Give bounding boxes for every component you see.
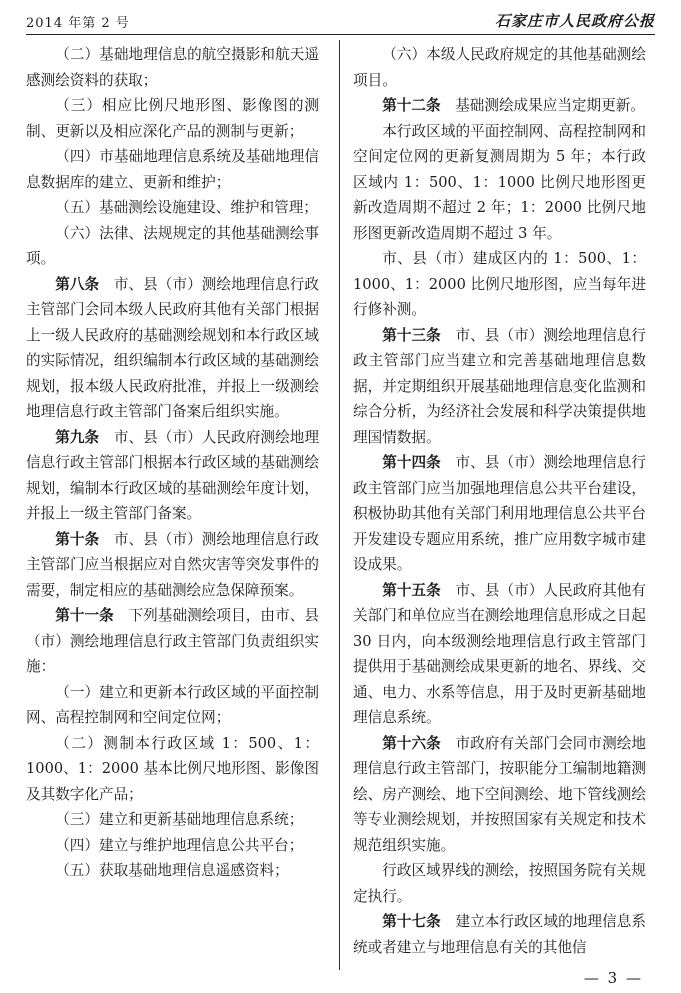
page-header	[26, 8, 655, 35]
paragraph	[26, 603, 319, 680]
paragraph	[353, 450, 646, 578]
paragraph-text: 市、县（市）建成区内的 1：500、1：1000、1：2000 比例尺地形图，应当每年进行修补测。	[353, 250, 646, 318]
paragraph	[353, 578, 646, 731]
paragraph-text: （二）基础地理信息的航空摄影和航天遥感测绘资料的获取；	[26, 46, 319, 89]
paragraph-text: 市、县（市）人民政府测绘地理信息行政主管部门根据本行政区域的基础测绘规划，编制本行政区域的基础测绘年度计划，并报上一级主管部门备案。	[26, 428, 319, 522]
right-column	[353, 42, 646, 960]
paragraph-text: 基础测绘成果应当定期更新。	[440, 97, 645, 114]
paragraph	[353, 119, 646, 247]
paragraph	[353, 246, 646, 323]
paragraph-text: 行政区域界线的测绘，按照国务院有关规定执行。	[353, 862, 646, 905]
paragraph-text: （五）基础测绘设施建设、维护和管理；	[55, 199, 318, 216]
paragraph-text: （五）获取基础地理信息遥感资料；	[55, 862, 289, 879]
paragraph	[26, 42, 319, 93]
paragraph-text: 市、县（市）测绘地理信息行政主管部门应当加强地理信息公共平台建设，积极协助其他有关部门利用地理信息公共平台开发建设专题应用系统，推广应用数字城市建设成果。	[353, 454, 646, 573]
article-heading: 第十六条	[382, 734, 441, 752]
article-heading: 第十四条	[382, 454, 441, 471]
paragraph	[26, 425, 319, 527]
paragraph	[353, 858, 646, 909]
article-heading: 第十条	[55, 530, 100, 548]
paragraph	[26, 807, 319, 833]
article-heading: 第十五条	[382, 581, 441, 599]
paragraph-text: （三）建立和更新基础地理信息系统；	[55, 811, 304, 828]
left-column	[26, 42, 319, 884]
paragraph	[26, 272, 319, 425]
paragraph	[26, 833, 319, 859]
column-divider	[339, 40, 340, 970]
paragraph-text: 市、县（市）测绘地理信息行政主管部门应当根据应对自然灾害等突发事件的需要，制定相应的基础测绘应急保障预案。	[26, 530, 319, 599]
paragraph	[353, 93, 646, 119]
paragraph-text: 市、县（市）测绘地理信息行政主管部门会同本级人民政府其他有关部门根据上一级人民政府的基础测绘规划和本行政区域的实际情况，组织编制本行政区域的基础测绘规划，报本级人民政府批准，并报上一级测绘地理信息行政主管部门备案后组织实施。	[26, 275, 319, 420]
paragraph	[26, 731, 319, 808]
paragraph-text: （三）相应比例尺地形图、影像图的测制、更新以及相应深化产品的测制与更新；	[26, 97, 319, 140]
paragraph-text: （四）市基础地理信息系统及基础地理信息数据库的建立、更新和维护；	[26, 148, 319, 191]
article-heading: 第十二条	[382, 97, 441, 114]
page-number: — 3 —	[583, 969, 643, 987]
paragraph	[26, 527, 319, 604]
paragraph	[26, 680, 319, 731]
paragraph	[26, 144, 319, 195]
paragraph-text: 市政府有关部门会同市测绘地理信息行政主管部门，按职能分工编制地籍测绘、房产测绘、地下空间测绘、地下管线测绘等专业测绘规划，并按照国家有关规定和技术规范组织实施。	[353, 734, 646, 854]
paragraph-text: 下列基础测绘项目，由市、县（市）测绘地理信息行政主管部门负责组织实施：	[26, 607, 319, 675]
paragraph	[26, 195, 319, 221]
paragraph-text: 本行政区域的平面控制网、高程控制网和空间定位网的更新复测周期为 5 年；本行政区域内 1：500、1：1000 比例尺地形图更新改造周期不超过 2 年；1：2000 比例尺地形图更新改造周期不超过 3 年。	[353, 122, 646, 242]
paragraph-text: （一）建立和更新本行政区域的平面控制网、高程控制网和空间定位网；	[26, 683, 319, 726]
article-heading: 第八条	[55, 275, 100, 293]
paragraph	[353, 323, 646, 451]
paragraph	[26, 858, 319, 884]
paragraph-text: 市、县（市）人民政府其他有关部门和单位应当在测绘地理信息形成之日起 30 日内，向本级测绘地理信息行政主管部门提供用于基础测绘成果更新的地名、界线、交通、电力、水系等信息，用于及时更新基础地理信息系统。	[353, 581, 646, 726]
paragraph	[26, 93, 319, 144]
paragraph	[353, 42, 646, 93]
paragraph-text: 建立本行政区域的地理信息系统或者建立与地理信息有关的其他信	[353, 913, 646, 956]
issue-label: 2014 年第 2 号	[26, 16, 130, 31]
article-heading: 第九条	[55, 428, 100, 446]
paragraph	[353, 909, 646, 960]
paragraph	[26, 221, 319, 272]
article-heading: 第十一条	[55, 607, 114, 624]
publication-title: 石家庄市人民政府公报	[494, 12, 655, 30]
paragraph-text: （六）法律、法规规定的其他基础测绘事项。	[26, 224, 319, 267]
article-heading: 第十七条	[382, 913, 441, 930]
paragraph	[353, 731, 646, 859]
paragraph-text: （二）测制本行政区域 1：500、1：1000、1：2000 基本比例尺地形图、影像图及其数字化产品；	[26, 734, 319, 803]
paragraph-text: （六）本级人民政府规定的其他基础测绘项目。	[353, 46, 646, 89]
paragraph-text: （四）建立与维护地理信息公共平台；	[55, 836, 304, 854]
article-heading: 第十三条	[382, 326, 441, 344]
paragraph-text: 市、县（市）测绘地理信息行政主管部门应当建立和完善基础地理信息数据，并定期组织开展基础地理信息变化监测和综合分析，为经济社会发展和科学决策提供地理国情数据。	[353, 326, 646, 446]
